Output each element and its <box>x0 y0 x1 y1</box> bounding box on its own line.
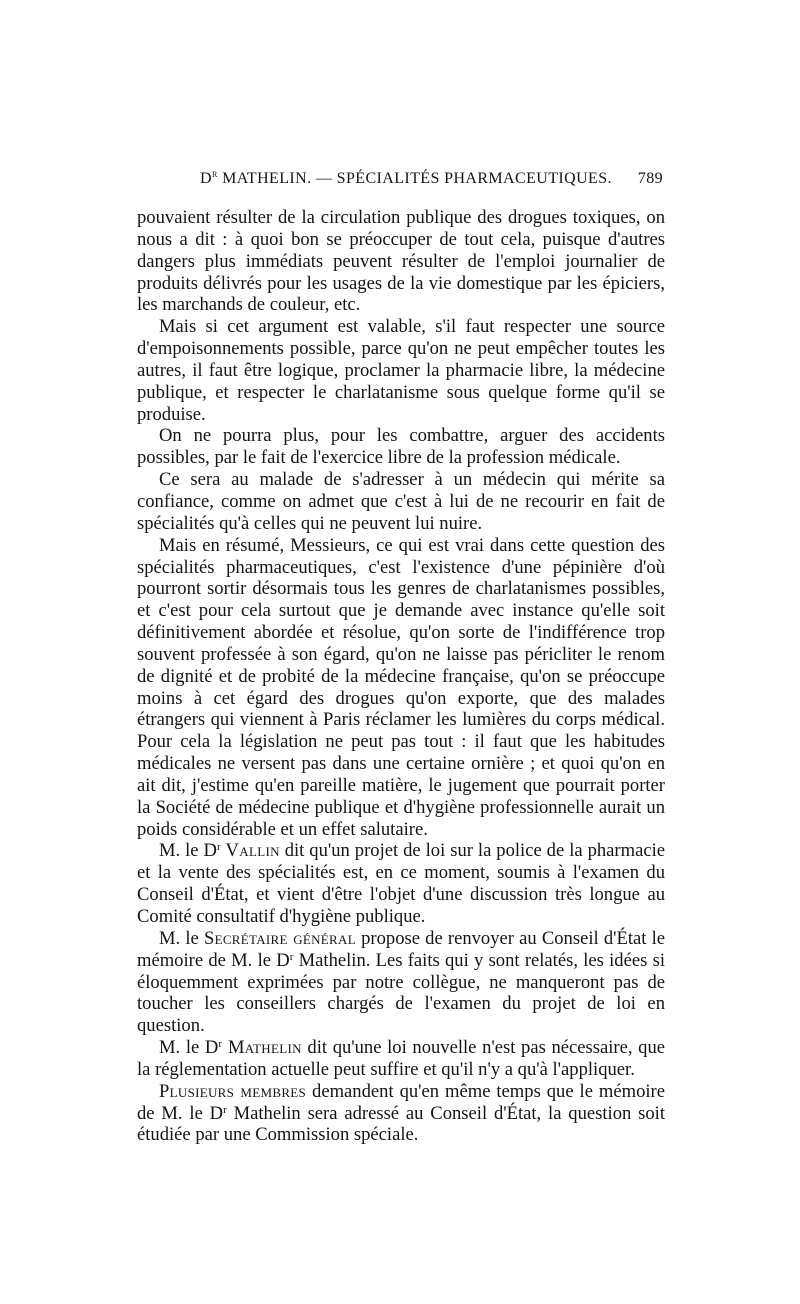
speaker-name: Mathelin <box>222 1037 302 1059</box>
page-number: 789 <box>637 170 663 187</box>
speaker-name: Secrétaire général <box>203 927 356 949</box>
paragraph-mathelin: M. le $D^r$ Mathelin dit qu'une loi nouvelle n'est pas nécessaire, que la réglementation actuelle peut suffire et qu'il n'y a qu'à l'appliquer. <box>137 1037 665 1080</box>
body-text <box>137 207 665 1146</box>
paragraph: Mais en résumé, Messieurs, ce qui est vrai dans cette question des spécialités pharmaceutiques, c'est l'existence d'une pépinière d'où pourront sortir désormais tous les genres de charlatanismes possibles, et c'est pour cela surtout que je demande avec instance qu'elle soit définitivement abordée et résolue, qu'on sorte de l'indifférence trop souvent professée à son égard, qu'on ne laisse pas péricliter le renom de dignité et de probité de la médecine française, qu'on se préoccupe moins à cet égard des drogues qu'on exporte, que des malades étrangers qui viennent à Paris réclamer les lumières du corps médical. Pour cela la législation ne peut pas tout : il faut que les habitudes médicales ne versent pas dans une certaine ornière ; et quoi qu'on en ait dit, j'estime qu'en pareille matière, le jugement que pourrait porter la Société de médecine publique et d'hygiène professionnelle aurait un poids considérable et un effet salutaire. <box>137 534 665 840</box>
running-title: $D^r$ MATHELIN. — SPÉCIALITÉS PHARMACEUTIQUES. <box>200 168 612 187</box>
speaker-name: Plusieurs membres <box>159 1080 307 1102</box>
paragraph: On ne pourra plus, pour les combattre, arguer des accidents possibles, par le fait de l'exercice libre de la profession médicale. <box>137 425 665 469</box>
running-head <box>200 170 665 196</box>
speaker-name: Vallin <box>220 840 280 862</box>
book-page <box>137 170 665 1146</box>
paragraph-continued: pouvaient résulter de la circulation publique des drogues toxiques, on nous a dit : à quoi bon se préoccuper de tout cela, puisque d'autres dangers plus immédiats peuvent résulter de l'emploi journalier de produits délivrés pour les usages de la vie domestique par les épiciers, les marchands de couleur, etc. <box>137 207 665 316</box>
paragraph-secretaire: M. le Secrétaire général propose de renvoyer au Conseil d'État le mémoire de M. le $D^r$ Mathelin. Les faits qui y sont relatés, les idées si éloquemment exprimées par notre collègue, ne manqueront pas de toucher les conseillers chargés de l'examen du projet de loi en question. <box>137 927 665 1037</box>
paragraph: Ce sera au malade de s'adresser à un médecin qui mérite sa confiance, comme on admet que c'est à lui de ne recourir en fait de spécialités qu'à celles qui ne peuvent lui nuire. <box>137 469 665 534</box>
paragraph-vallin: M. le $D^r$ Vallin dit qu'un projet de loi sur la police de la pharmacie et la vente des spécialités est, en ce moment, soumis à l'examen du Conseil d'État, et vient d'être l'objet d'une discussion très longue au Comité consultatif d'hygiène publique. <box>137 840 665 927</box>
paragraph-membres: Plusieurs membres demandent qu'en même temps que le mémoire de M. le $D^r$ Mathelin sera adressé au Conseil d'État, la question soit étudiée par une Commission spéciale. <box>137 1080 666 1146</box>
paragraph: Mais si cet argument est valable, s'il faut respecter une source d'empoisonnements possible, parce qu'on ne peut empêcher toutes les autres, il faut être logique, proclamer la pharmacie libre, la médecine publique, et respecter le charlatanisme sous quelque forme qu'il se produise. <box>137 316 665 425</box>
